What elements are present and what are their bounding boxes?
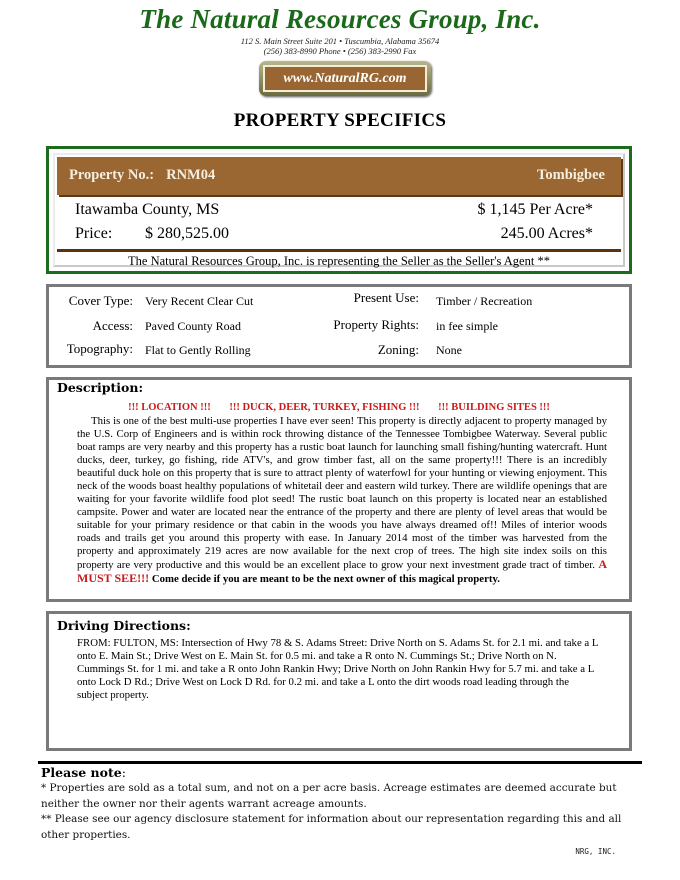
present-use-value: Timber / Recreation	[436, 294, 533, 308]
page-title: PROPERTY SPECIFICS	[233, 110, 447, 131]
driving-directions-text: FROM: FULTON, MS: Intersection of Hwy 78 & S. Adams Street: Drive North on S. Adams St. for 2.1 mi. and take a L onto E. Main St.; Drive West on E. Main St. for 0.5 mi. and take a R onto N. Cummings St.; Drive North on N. Cummings St. for 1 mi. and take a R onto John Rankin Hwy; Drive North on John Rankin Hwy for 5.7 mi. and take a L onto Lock D Rd.; Drive West on Lock D Rd. for 0.2 mi. and take a L onto the dirt woods road leading through the subject property.	[77, 637, 599, 701]
property-number-label: Property No.:	[69, 167, 155, 183]
notes-heading	[41, 765, 126, 780]
address-line: 112 S. Main Street Suite 201 • Tuscumbia, Alabama 35674	[240, 36, 440, 46]
zoning-value: None	[436, 343, 462, 357]
price-value: $ 280,525.00	[145, 225, 229, 242]
website-link-label[interactable]: www.NaturalRG.com	[263, 65, 427, 92]
county: Itawamba County, MS	[75, 201, 220, 218]
must-see-callout: A MUST SEE!!!	[77, 557, 607, 585]
access-value: Paved County Road	[145, 319, 241, 333]
property-number-value: RNM04	[166, 167, 216, 183]
description-highlights	[49, 402, 629, 413]
notes-heading-colon: :	[121, 765, 126, 780]
footer-company-mark: NRG, INC.	[575, 847, 616, 856]
topography-label: Topography:	[66, 341, 133, 356]
phone-fax-line: (256) 383-8990 Phone • (256) 383-2990 Fax	[263, 46, 417, 56]
property-rights-label: Property Rights:	[333, 317, 419, 332]
closing-line: Come decide if you are meant to be the next owner of this magical property.	[151, 573, 500, 585]
location-row	[75, 201, 593, 219]
description-body	[77, 415, 607, 586]
property-header-bar	[57, 157, 621, 195]
description-text: This is one of the best multi-use properties I have ever seen! This property is directly adjacent to property managed by the U.S. Corp of Engineers and is within rock throwing distance of the Tennessee Tombigbee Waterway. Several public boat ramps are very nearby and this property has a rustic boat launch for launching small fishing/hunting watercraft. Hunt ducks, deer, turkey, go fishing, ride ATV's, and grow timber fast, all on the same property!!! There is an incredibly beautiful duck hole on this property that is sure to attract plenty of waterfowl for your hunting or viewing enjoyment. This neck of the woods boast healthy populations of whitetail deer and eastern wild turkey. There are wildlife openings that are waiting for your favorite wildlife food plot seed! The rustic boat launch on this property is located near an established campsite. Power and water are located near the entrance of the property and there are plenty of level areas that would be suitable for your primary residence or that cabin in the woods you have always dreamed of!! Miles of interior woods roads and trails get you around this property with ease. In January 2014 most of the timber was harvested from the property and approximately 219 acres are now available for the next crop of trees. The high site index soils on this property are very productive and this would be an excellent place to grow your next investment grade tract of timber.	[77, 415, 607, 571]
description-box	[46, 377, 632, 602]
divider	[57, 249, 621, 252]
cover-type-value: Very Recent Clear Cut	[145, 294, 254, 308]
acreage-disclaimer: * Properties are sold as a total sum, and not on a per acre basis. Acreage estimates are deemed accurate but neither the owner nor their agents warrant acreage amounts.	[41, 782, 617, 810]
present-use-label: Present Use:	[353, 290, 419, 305]
access-label: Access:	[92, 318, 133, 333]
website-link-button[interactable]	[259, 61, 431, 96]
driving-directions-heading: Driving Directions:	[57, 618, 191, 633]
notes-heading-text: Please note	[41, 765, 122, 780]
property-number	[69, 167, 215, 184]
property-name: Tombigbee	[537, 167, 605, 183]
description-heading: Description:	[57, 380, 144, 395]
company-address	[0, 36, 680, 56]
notes-divider	[38, 761, 642, 764]
company-name: The Natural Resources Group, Inc.	[139, 4, 541, 34]
property-rights-value: in fee simple	[436, 319, 498, 333]
highlight-location: !!! LOCATION !!!	[128, 402, 211, 413]
zoning-label: Zoning:	[377, 342, 419, 357]
highlight-building-sites: !!! BUILDING SITES !!!	[438, 402, 550, 413]
topography-value: Flat to Gently Rolling	[145, 343, 251, 357]
acreage: 245.00 Acres*	[500, 225, 593, 242]
cover-type-label: Cover Type:	[68, 293, 133, 308]
agency-disclaimer: ** Please see our agency disclosure statement for information about our representation regarding this and all other properties.	[41, 813, 622, 841]
price-per-acre: $ 1,145 Per Acre*	[477, 201, 593, 218]
price-row	[75, 225, 593, 243]
driving-directions-box	[46, 611, 632, 751]
agent-statement: The Natural Resources Group, Inc. is representing the Seller as the Seller's Agent **	[128, 254, 550, 268]
highlight-wildlife: !!! DUCK, DEER, TURKEY, FISHING !!!	[229, 402, 420, 413]
property-summary-box	[46, 146, 632, 274]
price-label: Price:	[75, 225, 113, 242]
property-summary-inner	[53, 153, 625, 267]
property-specs-box	[46, 284, 632, 368]
